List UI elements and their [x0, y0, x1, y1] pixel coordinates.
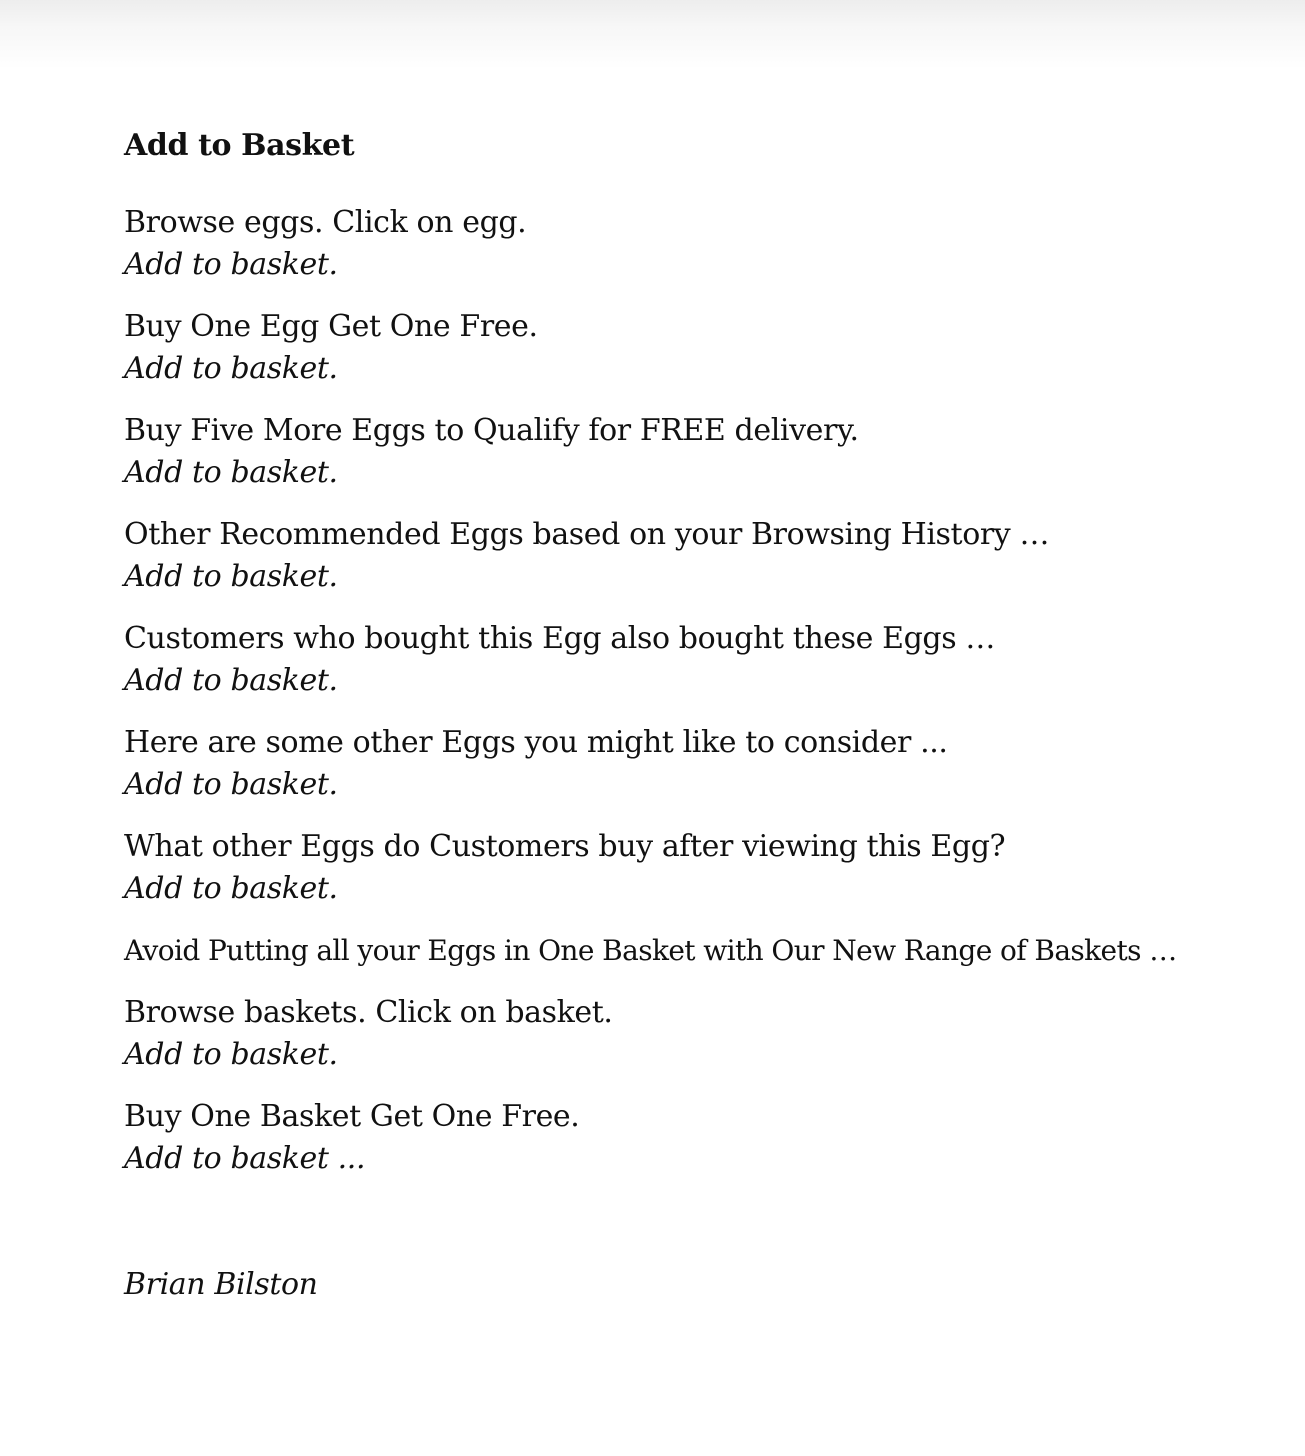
stanza-10 [124, 1096, 1244, 1180]
stanza-line: Browse eggs. Click on egg. [124, 205, 527, 240]
poem-title: Add to Basket [124, 128, 355, 163]
stanza-line: Buy One Basket Get One Free. [124, 1099, 580, 1134]
stanza-1 [124, 202, 1244, 286]
stanza-action: Add to basket. [124, 247, 338, 282]
stanza-8 [124, 930, 1244, 972]
stanza-action: Add to basket. [124, 663, 338, 698]
stanza-line: What other Eggs do Customers buy after viewing this Egg? [124, 829, 1006, 864]
stanza-2 [124, 306, 1244, 390]
stanza-action: Add to basket. [124, 1037, 338, 1072]
stanza-6 [124, 722, 1244, 806]
author-name: Brian Bilston [124, 1267, 318, 1302]
stanza-action: Add to basket. [124, 455, 338, 490]
stanza-action: Add to basket. [124, 559, 338, 594]
top-shadow [0, 0, 1305, 70]
stanza-7 [124, 826, 1244, 910]
stanza-3 [124, 410, 1244, 494]
stanza-line: Customers who bought this Egg also bought these Eggs … [124, 621, 995, 656]
stanza-line: Buy One Egg Get One Free. [124, 309, 538, 344]
stanza-action: Add to basket. [124, 351, 338, 386]
stanza-line: Other Recommended Eggs based on your Browsing History … [124, 517, 1050, 552]
stanza-5 [124, 618, 1244, 702]
stanza-line: Buy Five More Eggs to Qualify for FREE delivery. [124, 413, 859, 448]
stanza-9 [124, 992, 1244, 1076]
poem-page [124, 122, 1244, 1306]
stanza-4 [124, 514, 1244, 598]
stanza-action: Add to basket. [124, 767, 338, 802]
stanza-action: Add to basket. [124, 871, 338, 906]
stanza-line: Avoid Putting all your Eggs in One Basket with Our New Range of Baskets … [124, 934, 1177, 967]
stanza-line: Browse baskets. Click on basket. [124, 995, 613, 1030]
stanza-line: Here are some other Eggs you might like to consider ... [124, 725, 948, 760]
stanza-action: Add to basket ... [124, 1141, 366, 1176]
